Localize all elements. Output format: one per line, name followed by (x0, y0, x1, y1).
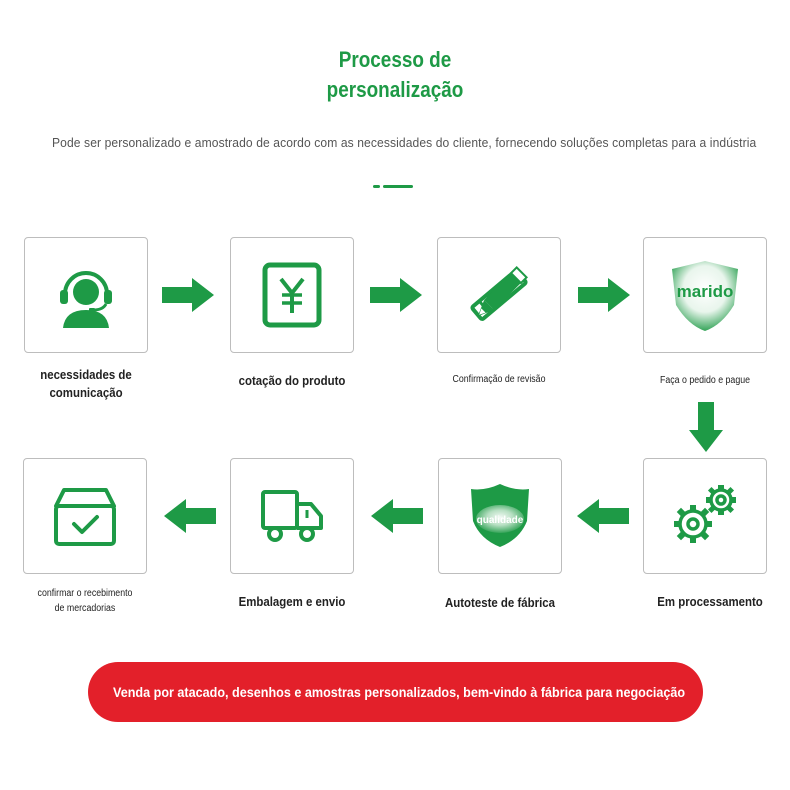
step-label-text: confirmar o recebimento de mercadorias (37, 588, 133, 614)
yuan-document-icon (260, 261, 324, 329)
arrow-down (688, 400, 724, 454)
step-label-revision: Confirmação de revisão (452, 374, 546, 385)
step-label-communication (31, 366, 140, 402)
badge-text-qualidade: qualidade (476, 515, 524, 526)
step-label-shipping: Embalagem e envio (238, 594, 346, 609)
step-box-shipping (230, 458, 354, 574)
step-label-factory-test: Autoteste de fábrica (445, 595, 555, 610)
step-box-communication (24, 237, 148, 353)
step-label-quotation: cotação do produto (238, 373, 346, 388)
wholesale-banner[interactable] (88, 662, 703, 722)
pencil-ruler-icon (462, 261, 536, 329)
arrow-left-2 (369, 498, 425, 534)
step-label-processing: Em processamento (657, 594, 763, 609)
step-box-revision (437, 237, 561, 353)
headset-person-icon (51, 260, 121, 330)
arrow-right-2 (368, 277, 424, 313)
quality-shield-icon (465, 481, 535, 551)
step-box-processing (643, 458, 767, 574)
page-subtitle: Pode ser personalizado e amostrado de acordo com as necessidades do cliente, fornecendo soluções completas para a indústria (52, 135, 757, 150)
box-check-icon (50, 484, 120, 548)
page-title-line-2: personalização (326, 77, 464, 102)
step-box-order-payment (643, 237, 767, 353)
arrow-right-3 (576, 277, 632, 313)
gears-icon (665, 480, 745, 552)
badge-text-marido: marido (676, 282, 734, 301)
divider-bar (383, 185, 413, 188)
step-box-factory-test (438, 458, 562, 574)
step-label-text: necessidades de comunicação (40, 367, 132, 400)
step-box-receipt (23, 458, 147, 574)
banner-text: Venda por atacado, desenhos e amostras personalizados, bem-vindo à fábrica para negociação (113, 684, 686, 700)
arrow-right-1 (160, 277, 216, 313)
step-label-receipt (23, 586, 146, 616)
arrow-left-1 (162, 498, 218, 534)
divider-dot (373, 185, 380, 188)
step-label-order-payment: Faça o pedido e pague (659, 375, 751, 386)
page-title-line-1: Processo de (338, 47, 452, 72)
truck-icon (259, 486, 325, 546)
step-box-quotation (230, 237, 354, 353)
arrow-left-3 (575, 498, 631, 534)
shield-badge-icon (660, 255, 750, 335)
